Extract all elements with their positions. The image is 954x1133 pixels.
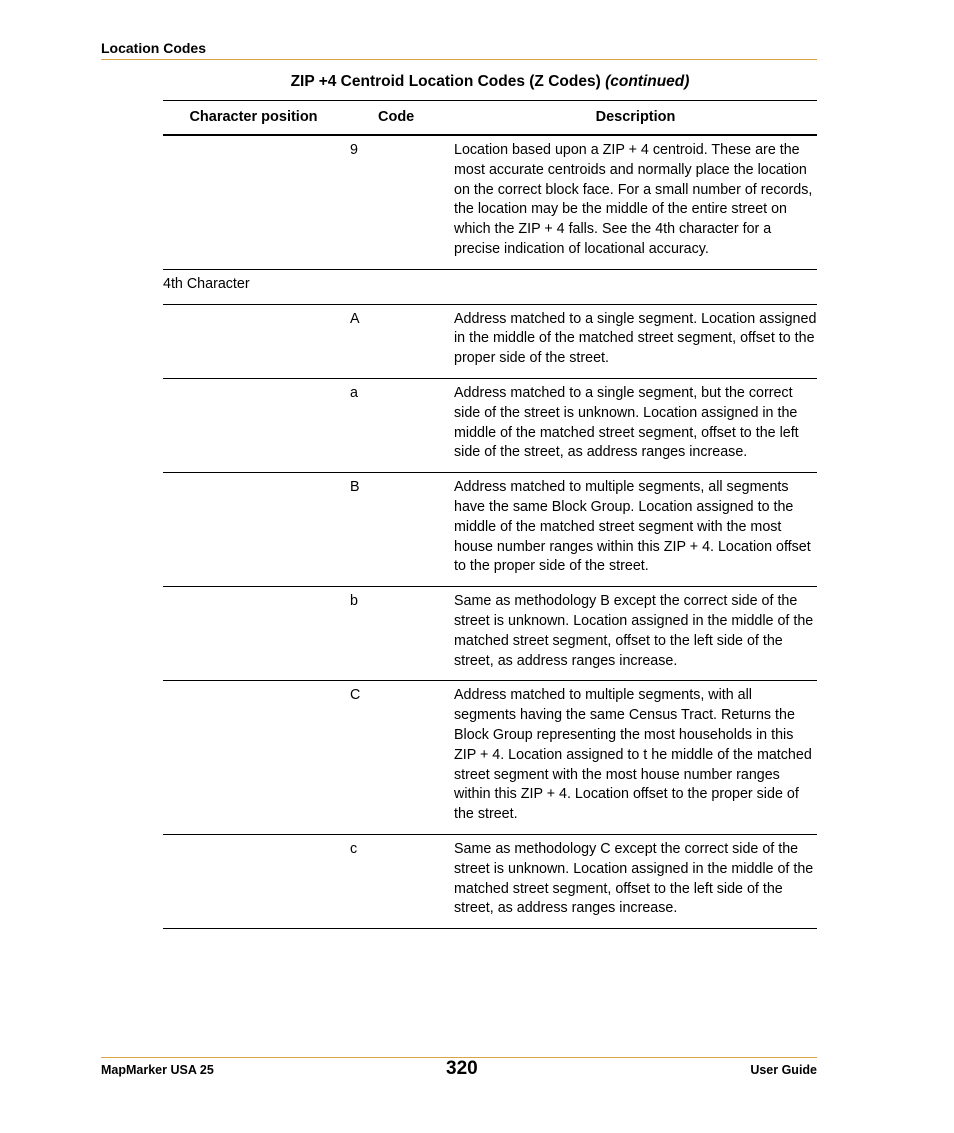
- character-position-cell: [163, 378, 344, 472]
- code-cell: [344, 304, 454, 378]
- description-cell: Address matched to a single segment, but the correct side of the street is unknown. Location assigned in the middle of the matched street segment, offset to the left side of the street, as address ranges increase.: [454, 378, 817, 472]
- footer-doc-type: User Guide: [750, 1063, 817, 1077]
- code-cell: [344, 378, 454, 472]
- table-row: [163, 135, 817, 269]
- table-caption-text: ZIP +4 Centroid Location Codes (Z Codes): [290, 73, 601, 90]
- table-row: [163, 304, 817, 378]
- table-row: [163, 834, 817, 928]
- description-cell: Address matched to multiple segments, all segments have the same Block Group. Location assigned to the middle of the matched street segment with the most house number ranges within this ZIP + 4. Location offset to the proper side of the street.: [454, 473, 817, 587]
- code-cell: [344, 834, 454, 928]
- code-value: A: [350, 310, 360, 327]
- column-header-code: Code: [344, 101, 454, 136]
- description-cell: Same as methodology C except the correct side of the street is unknown. Location assigned in the middle of the matched street segment, offset to the left side of the street, as address ranges increase.: [454, 834, 817, 928]
- table-row: [163, 587, 817, 681]
- footer-page-number: 320: [446, 1058, 478, 1079]
- code-cell: [344, 473, 454, 587]
- section-title: Location Codes: [101, 40, 207, 56]
- character-position-cell: [163, 834, 344, 928]
- code-value: c: [350, 840, 358, 857]
- column-header-description: Description: [454, 101, 817, 136]
- description-cell: Address matched to multiple segments, with all segments having the same Census Tract. Returns the Block Group representing the most households in this ZIP + 4. Location assigned to t he middle of the matched street segment with the most house number ranges within this ZIP + 4. Location offset to the proper side of the street.: [454, 681, 817, 835]
- location-codes-table: [163, 100, 817, 929]
- header-divider: [101, 59, 817, 60]
- character-position-cell: [163, 587, 344, 681]
- table-row: [163, 378, 817, 472]
- description-cell: Address matched to a single segment. Location assigned in the middle of the matched street segment, offset to the proper side of the street.: [454, 304, 817, 378]
- character-position-cell: [163, 473, 344, 587]
- code-value: b: [350, 593, 358, 610]
- table-row: [163, 473, 817, 587]
- description-cell: [454, 269, 817, 304]
- character-position-cell: [163, 681, 344, 835]
- code-value: a: [350, 384, 358, 401]
- description-cell: Same as methodology B except the correct side of the street is unknown. Location assigned in the middle of the matched street segment, offset to the left side of the street, as address ranges increase.: [454, 587, 817, 681]
- code-value: B: [350, 479, 360, 496]
- table-header-row: [163, 101, 817, 136]
- code-cell: [344, 681, 454, 835]
- code-cell: [344, 269, 454, 304]
- table-caption: [163, 73, 817, 91]
- code-cell: [344, 135, 454, 269]
- character-position-cell: [163, 304, 344, 378]
- footer-product-name: MapMarker USA 25: [101, 1063, 214, 1077]
- code-cell: [344, 587, 454, 681]
- table-caption-suffix: (continued): [605, 73, 690, 90]
- column-header-character-position: Character position: [163, 101, 344, 136]
- character-position-cell: [163, 135, 344, 269]
- character-position-cell: 4th Character: [163, 269, 344, 304]
- description-cell: Location based upon a ZIP + 4 centroid. These are the most accurate centroids and normally place the location on the correct block face. For a small number of records, the location may be the middle of the entire street on which the ZIP + 4 falls. See the 4th character for a precise indication of locational accuracy.: [454, 135, 817, 269]
- table-row: [163, 681, 817, 835]
- table-body: [163, 135, 817, 929]
- code-value: 9: [350, 142, 358, 158]
- code-value: C: [350, 687, 361, 704]
- table-row: [163, 269, 817, 304]
